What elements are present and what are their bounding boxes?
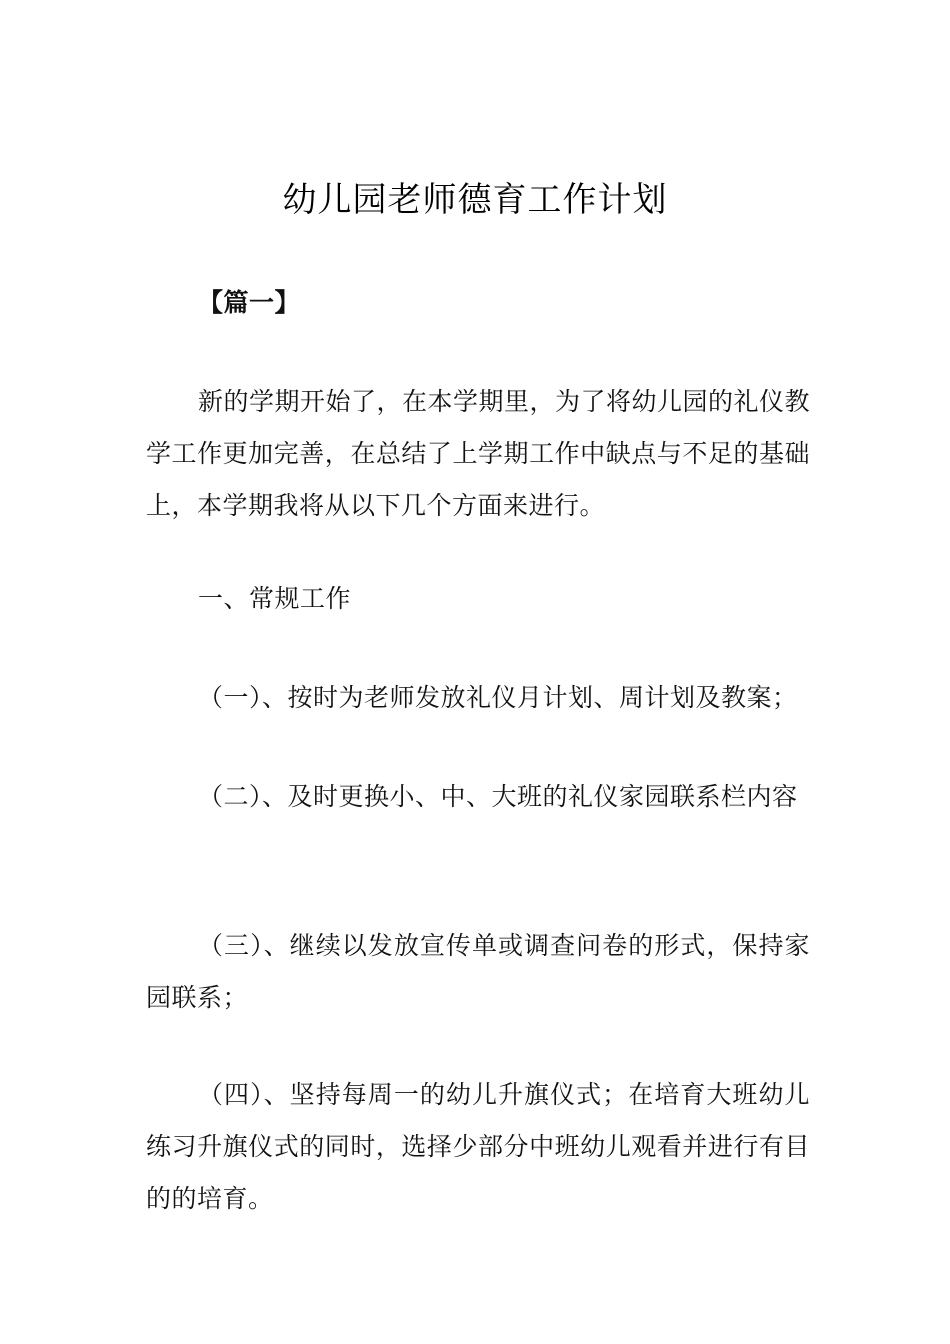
intro-paragraph: 新的学期开始了，在本学期里，为了将幼儿园的礼仪教学工作更加完善，在总结了上学期工作中缺点与不足的基础上，本学期我将从以下几个方面来进行。 xyxy=(146,387,811,520)
list-item: （一）、按时为老师发放礼仪月计划、周计划及教案； xyxy=(198,683,798,712)
list-item: （三）、继续以发放宣传单或调查问卷的形式，保持家园联系； xyxy=(146,931,810,1012)
section-tag: 【篇一】 xyxy=(198,288,301,317)
list-item: （二）、及时更换小、中、大班的礼仪家园联系栏内容 xyxy=(198,782,798,811)
document-title: 幼儿园老师德育工作计划 xyxy=(282,180,668,220)
list-item: （四）、坚持每周一的幼儿升旗仪式；在培育大班幼儿练习升旗仪式的同时，选择少部分中班幼儿观看并进行有目的的培育。 xyxy=(146,1080,810,1213)
section-heading-routine-work: 一、常规工作 xyxy=(198,584,352,613)
